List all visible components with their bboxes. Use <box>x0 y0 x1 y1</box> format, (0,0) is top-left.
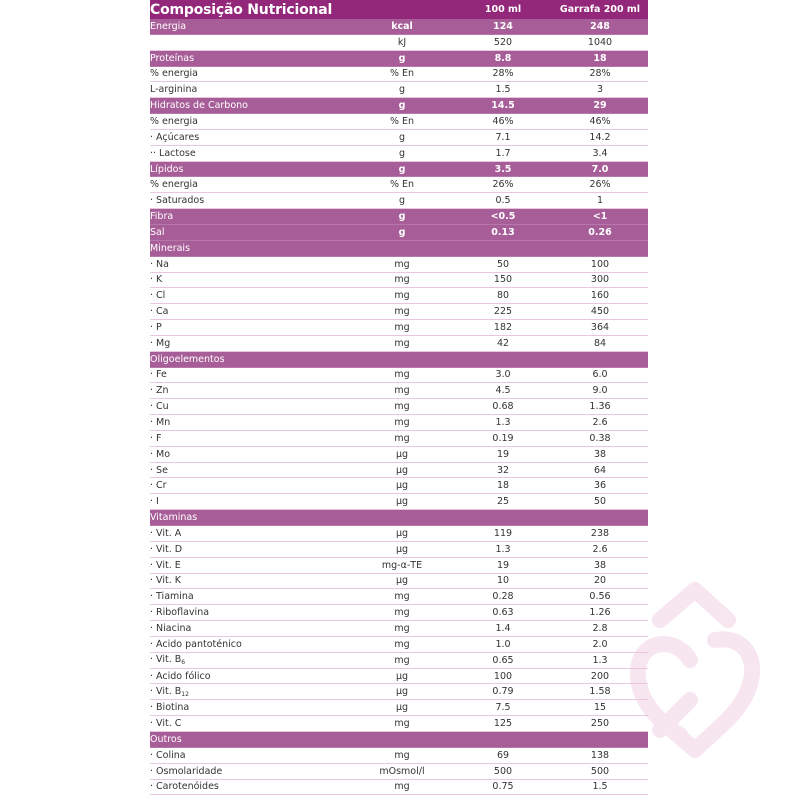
per-bottle-value: 160 <box>590 290 610 302</box>
table-row <box>150 463 648 479</box>
per-100ml-value: 1.3 <box>495 543 511 555</box>
table-row <box>150 684 648 700</box>
per-100ml-value: 125 <box>493 718 513 730</box>
nutrient-label: · Mn <box>150 417 171 429</box>
per-100ml-value: 150 <box>493 274 513 286</box>
per-bottle-value: 7.0 <box>591 163 609 175</box>
unit-cell: µg <box>395 448 409 460</box>
nutrient-label-text: · Vit. B <box>150 654 182 666</box>
table-row <box>150 304 648 320</box>
table-row <box>150 431 648 447</box>
per-100ml-value: 28% <box>492 68 514 80</box>
per-bottle-value: 238 <box>590 527 610 539</box>
per-bottle-value: 2.0 <box>592 638 608 650</box>
per-100ml-value: 1.5 <box>495 84 511 96</box>
per-100ml-value: 18 <box>496 480 510 492</box>
unit-cell: mg <box>394 432 410 444</box>
nutrient-label: · Cl <box>150 290 166 302</box>
nutrient-label: · Vit. D <box>150 543 183 555</box>
section-row <box>150 732 648 748</box>
section-row <box>150 241 648 257</box>
section-row <box>150 162 648 178</box>
table-row <box>150 669 648 685</box>
per-100ml-value: <0.5 <box>490 211 516 223</box>
per-bottle-value: 64 <box>593 464 607 476</box>
per-bottle-value: 364 <box>590 321 610 333</box>
per-100ml-value: 10 <box>496 575 510 587</box>
nutrient-label: · Osmolaridade <box>150 765 223 777</box>
unit-cell: kJ <box>397 36 407 48</box>
per-bottle-value: 6.0 <box>592 369 608 381</box>
per-bottle-value: 36 <box>593 480 607 492</box>
nutrient-label: · K <box>150 274 163 286</box>
unit-cell: µg <box>395 464 409 476</box>
table-row <box>150 574 648 590</box>
table-body <box>150 19 648 795</box>
per-100ml-value: 520 <box>493 36 513 48</box>
unit-cell: mg <box>394 401 410 413</box>
per-100ml-value: 1.4 <box>495 622 511 634</box>
table-row <box>150 146 648 162</box>
section-row <box>150 510 648 526</box>
table-row <box>150 288 648 304</box>
per-100ml-value: 0.68 <box>492 401 514 413</box>
per-bottle-value: 84 <box>593 337 607 349</box>
section-row <box>150 51 648 67</box>
per-100ml-value: 0.19 <box>492 432 514 444</box>
per-bottle-value: 38 <box>593 448 607 460</box>
unit-cell: mg <box>394 337 410 349</box>
per-100ml-value: 4.5 <box>495 385 511 397</box>
per-100ml-value: 46% <box>492 115 514 127</box>
nutrient-label: · Ácido pantoténico <box>150 638 242 650</box>
table-row <box>150 653 648 669</box>
table-row <box>150 383 648 399</box>
table-row <box>150 67 648 83</box>
unit-cell: g <box>398 52 406 64</box>
unit-cell: g <box>398 84 406 96</box>
table-row <box>150 621 648 637</box>
per-100ml-value: 14.5 <box>491 100 515 112</box>
per-100ml-value: 7.5 <box>495 702 511 714</box>
nutrient-label: · Colina <box>150 749 186 761</box>
nutrient-label: · Vit. E <box>150 559 181 571</box>
per-100ml-value: 500 <box>493 765 513 777</box>
per-bottle-value: 0.38 <box>589 432 611 444</box>
subscript: 12 <box>181 690 189 698</box>
per-bottle-value: 38 <box>593 559 607 571</box>
nutrient-label: · Biotina <box>150 702 190 714</box>
unit-cell: µg <box>395 543 409 555</box>
unit-cell: µg <box>395 670 409 682</box>
per-bottle-value: 100 <box>590 258 610 270</box>
unit-cell: µg <box>395 480 409 492</box>
nutrient-label: · P <box>150 321 162 333</box>
nutrient-label: % energia <box>150 179 198 191</box>
unit-cell: mg <box>394 385 410 397</box>
unit-cell: mg <box>394 781 410 793</box>
nutrient-label: · Açúcares <box>150 131 200 143</box>
unit-cell: g <box>398 131 406 143</box>
table-row <box>150 273 648 289</box>
per-100ml-value: 0.75 <box>492 781 514 793</box>
unit-cell: mg <box>394 369 410 381</box>
nutrient-label: · Fe <box>150 369 167 381</box>
table-row <box>150 700 648 716</box>
nutrient-label: · Cr <box>150 480 167 492</box>
nutrient-label: · Ca <box>150 306 169 318</box>
per-bottle-value: 2.6 <box>592 417 608 429</box>
unit-cell: mg <box>394 417 410 429</box>
per-100ml-value: 119 <box>493 527 513 539</box>
per-bottle-value: 1.3 <box>592 654 608 666</box>
per-100ml-value: 25 <box>496 496 510 508</box>
per-100ml-value: 80 <box>496 290 510 302</box>
nutrient-label: · Na <box>150 258 169 270</box>
per-100ml-value: 32 <box>496 464 510 476</box>
nutrient-label <box>150 654 350 666</box>
per-100ml-value: 100 <box>493 670 513 682</box>
nutrient-label: · Saturados <box>150 195 205 207</box>
unit-cell: mg <box>394 321 410 333</box>
unit-cell: g <box>398 100 406 112</box>
per-100ml-value: 0.79 <box>492 686 514 698</box>
per-bottle-value: 46% <box>589 115 611 127</box>
nutrient-label: Fibra <box>150 211 174 223</box>
unit-cell: µg <box>395 575 409 587</box>
table-row <box>150 336 648 352</box>
per-100ml-value: 8.8 <box>494 52 512 64</box>
per-100ml-value: 1.7 <box>495 147 511 159</box>
unit-cell: g <box>398 163 406 175</box>
per-bottle-value: 2.6 <box>592 543 608 555</box>
per-100ml-value: 1.0 <box>495 638 511 650</box>
nutrient-label: Minerais <box>150 242 191 254</box>
nutrient-label: ·· Lactose <box>150 147 196 159</box>
nutrient-label: · Carotenóides <box>150 781 219 793</box>
nutrient-label: · Cu <box>150 401 169 413</box>
section-row <box>150 98 648 114</box>
per-bottle-value: 26% <box>589 179 611 191</box>
table-row <box>150 114 648 130</box>
unit-cell: % En <box>389 115 415 127</box>
nutrient-label: · Mo <box>150 448 171 460</box>
per-bottle-value: 1.36 <box>589 401 611 413</box>
unit-cell: g <box>398 195 406 207</box>
table-row <box>150 177 648 193</box>
nutrient-label: Outros <box>150 733 182 745</box>
unit-cell: g <box>398 147 406 159</box>
unit-cell: mg <box>394 654 410 666</box>
per-bottle-value: 3 <box>596 84 604 96</box>
table-row <box>150 526 648 542</box>
per-100ml-value: 124 <box>493 20 513 32</box>
per-bottle-value: <1 <box>592 211 608 223</box>
nutrient-label: Lípidos <box>150 163 184 175</box>
per-bottle-value: 18 <box>593 52 607 64</box>
per-bottle-value: 1 <box>596 195 604 207</box>
nutrient-label: Energia <box>150 20 187 32</box>
unit-cell: µg <box>395 496 409 508</box>
per-100ml-value: 69 <box>496 749 510 761</box>
nutrient-label-text: · Vit. B <box>150 685 182 697</box>
nutrient-label: L-arginina <box>150 84 198 96</box>
table-row <box>150 558 648 574</box>
per-bottle-value: 3.4 <box>592 147 608 159</box>
table-row <box>150 399 648 415</box>
unit-cell: g <box>398 226 406 238</box>
per-100ml-value: 0.65 <box>492 654 514 666</box>
table-header <box>150 0 648 19</box>
per-100ml-value: 3.0 <box>495 369 511 381</box>
unit-cell: kcal <box>391 20 413 32</box>
section-row <box>150 19 648 35</box>
nutrient-label: · Se <box>150 464 168 476</box>
per-100ml-value: 0.13 <box>491 226 515 238</box>
nutrient-label: Hidratos de Carbono <box>150 100 248 112</box>
per-bottle-value: 300 <box>590 274 610 286</box>
unit-cell: g <box>398 211 406 223</box>
per-100ml-value: 42 <box>496 337 510 349</box>
per-100ml-column-header: 100 ml <box>484 4 522 15</box>
table-row <box>150 130 648 146</box>
section-row <box>150 352 648 368</box>
table-row <box>150 637 648 653</box>
table-row <box>150 447 648 463</box>
subscript: 6 <box>181 659 186 667</box>
table-row <box>150 193 648 209</box>
per-bottle-value: 1.5 <box>592 781 608 793</box>
table-row <box>150 494 648 510</box>
per-bottle-value: 2.8 <box>592 622 608 634</box>
per-bottle-value: 9.0 <box>592 385 608 397</box>
per-bottle-value: 50 <box>593 496 607 508</box>
nutrient-label: · F <box>150 432 162 444</box>
per-100ml-value: 7.1 <box>495 131 511 143</box>
per-100ml-value: 0.5 <box>495 195 511 207</box>
per-bottle-value: 450 <box>590 306 610 318</box>
per-bottle-value: 1040 <box>587 36 613 48</box>
unit-cell: mg <box>394 274 410 286</box>
per-bottle-value: 500 <box>590 765 610 777</box>
per-bottle-value: 1.58 <box>589 686 611 698</box>
per-bottle-value: 138 <box>590 749 610 761</box>
per-100ml-value: 19 <box>496 448 510 460</box>
table-row <box>150 780 648 796</box>
table-row <box>150 35 648 51</box>
nutrient-label: · Tiamina <box>150 591 194 603</box>
unit-cell: % En <box>389 68 415 80</box>
unit-cell: mg <box>394 718 410 730</box>
table-row <box>150 368 648 384</box>
nutrient-label: · Mg <box>150 337 171 349</box>
unit-cell: µg <box>395 527 409 539</box>
unit-cell: mg <box>394 290 410 302</box>
unit-cell: % En <box>389 179 415 191</box>
nutrient-label: · Vit. C <box>150 718 182 730</box>
nutrient-label: Proteínas <box>150 52 195 64</box>
nutrient-label: · I <box>150 496 159 508</box>
per-bottle-value: 1.26 <box>589 607 611 619</box>
unit-cell: mg <box>394 591 410 603</box>
per-100ml-value: 50 <box>496 258 510 270</box>
per-100ml-value: 1.3 <box>495 417 511 429</box>
unit-cell: µg <box>395 702 409 714</box>
table-row <box>150 589 648 605</box>
nutrient-label: · Niacina <box>150 622 192 634</box>
per-100ml-value: 19 <box>496 559 510 571</box>
unit-cell: mg <box>394 306 410 318</box>
nutrition-table <box>150 0 648 795</box>
table-row <box>150 82 648 98</box>
table-row <box>150 320 648 336</box>
nutrient-label: · Zn <box>150 385 169 397</box>
per-bottle-column-header: Garrafa 200 ml <box>559 4 641 15</box>
unit-cell: mOsmol/l <box>379 765 425 777</box>
table-row <box>150 605 648 621</box>
per-bottle-value: 248 <box>590 20 610 32</box>
nutrient-label: % energia <box>150 115 198 127</box>
table-row <box>150 478 648 494</box>
table-row <box>150 415 648 431</box>
unit-cell: mg <box>394 258 410 270</box>
unit-cell: mg <box>394 607 410 619</box>
nutrient-label <box>150 686 350 698</box>
per-100ml-value: 182 <box>493 321 513 333</box>
per-100ml-value: 0.63 <box>492 607 514 619</box>
per-bottle-value: 15 <box>593 702 607 714</box>
per-100ml-value: 3.5 <box>494 163 512 175</box>
table-row <box>150 764 648 780</box>
table-row <box>150 257 648 273</box>
section-row <box>150 209 648 225</box>
per-bottle-value: 29 <box>593 100 607 112</box>
per-bottle-value: 0.26 <box>588 226 612 238</box>
per-100ml-value: 225 <box>493 306 513 318</box>
nutrient-label: · Ácido fólico <box>150 670 211 682</box>
unit-cell: µg <box>395 686 409 698</box>
nutrient-label: Sal <box>150 226 165 238</box>
unit-cell: mg <box>394 638 410 650</box>
nutrient-label: Vitaminas <box>150 512 198 524</box>
per-bottle-value: 14.2 <box>589 131 611 143</box>
unit-cell: mg <box>394 749 410 761</box>
table-title: Composição Nutricional <box>150 1 333 18</box>
section-row <box>150 225 648 241</box>
nutrient-label: · Vit. A <box>150 527 182 539</box>
nutrient-label: · Riboflavina <box>150 607 210 619</box>
unit-cell: mg-α-TE <box>381 559 423 571</box>
per-100ml-value: 26% <box>492 179 514 191</box>
nutrient-label: · Vit. K <box>150 575 181 587</box>
per-bottle-value: 28% <box>589 68 611 80</box>
per-bottle-value: 0.56 <box>589 591 611 603</box>
per-100ml-value: 0.28 <box>492 591 514 603</box>
per-bottle-value: 200 <box>590 670 610 682</box>
table-row <box>150 716 648 732</box>
table-row <box>150 748 648 764</box>
unit-cell: mg <box>394 622 410 634</box>
table-row <box>150 542 648 558</box>
nutrient-label: Oligoelementos <box>150 353 225 365</box>
per-bottle-value: 250 <box>590 718 610 730</box>
per-bottle-value: 20 <box>593 575 607 587</box>
nutrient-label: % energia <box>150 68 198 80</box>
